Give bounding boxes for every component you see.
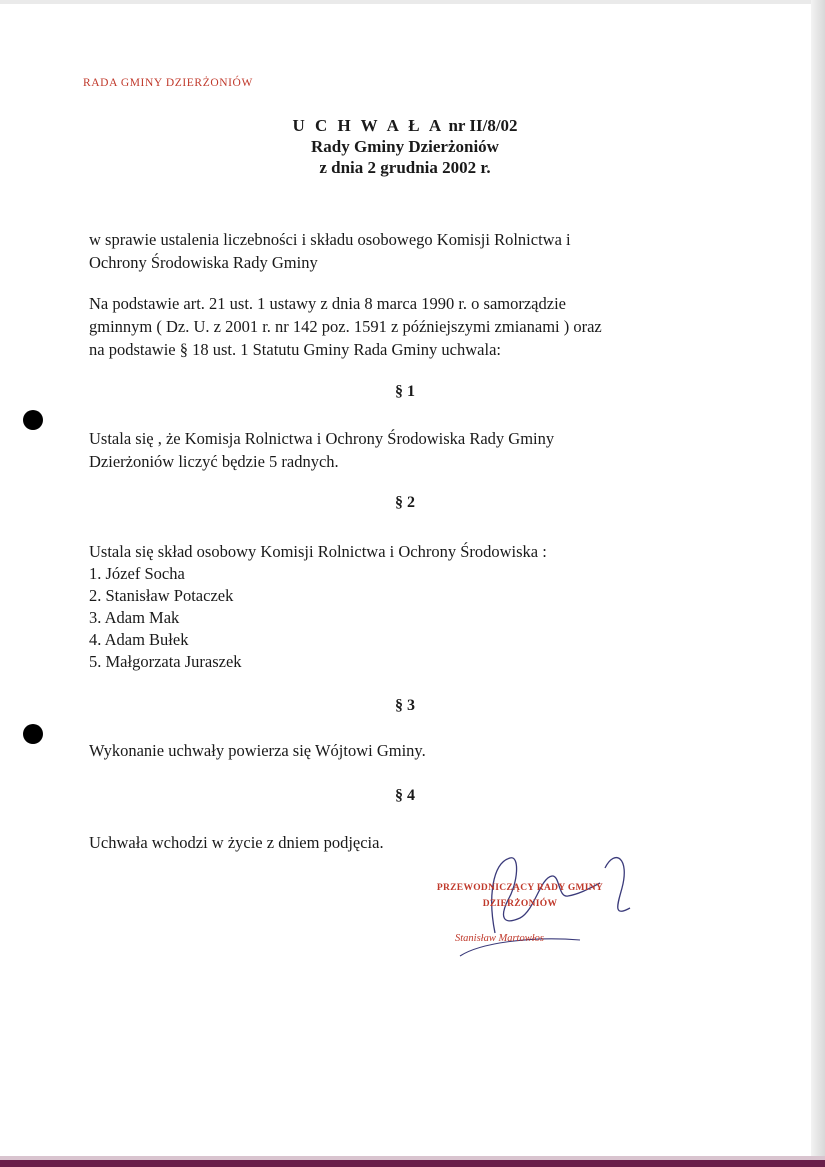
document-title bbox=[230, 115, 580, 178]
title-word: U C H W A Ł A bbox=[292, 116, 445, 135]
header-stamp: RADA GMINY DZIERŻONIÓW bbox=[83, 77, 253, 89]
chairman-stamp bbox=[430, 880, 610, 912]
section-1-text bbox=[89, 427, 699, 473]
legal-basis-paragraph bbox=[89, 292, 699, 361]
punch-hole-top bbox=[23, 410, 43, 430]
members-list bbox=[89, 563, 242, 673]
list-item: 3. Adam Mak bbox=[89, 608, 180, 627]
chairman-stamp-line-1: PRZEWODNICZĄCY RADY GMINY bbox=[436, 883, 604, 893]
legal-basis-line-3: na podstawie § 18 ust. 1 Statutu Gminy Rada Gminy uchwala: bbox=[89, 340, 501, 359]
chairman-name: Stanisław Martowłos bbox=[455, 933, 544, 944]
title-line-1 bbox=[230, 115, 580, 136]
section-3-heading: § 3 bbox=[395, 697, 415, 714]
subject-line-1: w sprawie ustalenia liczebności i składu osobowego Komisji Rolnictwa i bbox=[89, 230, 571, 249]
subject-line-2: Ochrony Środowiska Rady Gminy bbox=[89, 253, 318, 272]
page-top-edge bbox=[0, 0, 825, 4]
legal-basis-line-2: gminnym ( Dz. U. z 2001 r. nr 142 poz. 1591 z późniejszymi zmianami ) oraz bbox=[89, 317, 602, 336]
title-line-3: z dnia 2 grudnia 2002 r. bbox=[319, 158, 491, 177]
section-4-text: Uchwała wchodzi w życie z dniem podjęcia. bbox=[89, 833, 384, 852]
list-item: 5. Małgorzata Juraszek bbox=[89, 652, 242, 671]
chairman-stamp-line-2: DZIERŻONIÓW bbox=[482, 899, 558, 909]
list-item: 2. Stanisław Potaczek bbox=[89, 586, 234, 605]
list-item: 4. Adam Bułek bbox=[89, 630, 189, 649]
section-4-heading: § 4 bbox=[395, 787, 415, 804]
page-right-edge bbox=[811, 0, 825, 1167]
section-1-heading: § 1 bbox=[395, 383, 415, 400]
title-number: nr II/8/02 bbox=[448, 116, 518, 135]
title-line-2: Rady Gminy Dzierżoniów bbox=[311, 137, 499, 156]
legal-basis-line-1: Na podstawie art. 21 ust. 1 ustawy z dnia 8 marca 1990 r. o samorządzie bbox=[89, 294, 566, 313]
section-3-text: Wykonanie uchwały powierza się Wójtowi Gminy. bbox=[89, 741, 426, 760]
section-1-line-1: Ustala się , że Komisja Rolnictwa i Ochrony Środowiska Rady Gminy bbox=[89, 429, 555, 448]
section-2-heading: § 2 bbox=[395, 494, 415, 511]
subject-paragraph bbox=[89, 228, 699, 274]
page-bottom-edge bbox=[0, 1160, 825, 1167]
punch-hole-bottom bbox=[23, 724, 43, 744]
list-item: 1. Józef Socha bbox=[89, 564, 185, 583]
section-2-intro: Ustala się skład osobowy Komisji Rolnictwa i Ochrony Środowiska : bbox=[89, 542, 547, 561]
section-1-line-2: Dzierżoniów liczyć będzie 5 radnych. bbox=[89, 452, 339, 471]
